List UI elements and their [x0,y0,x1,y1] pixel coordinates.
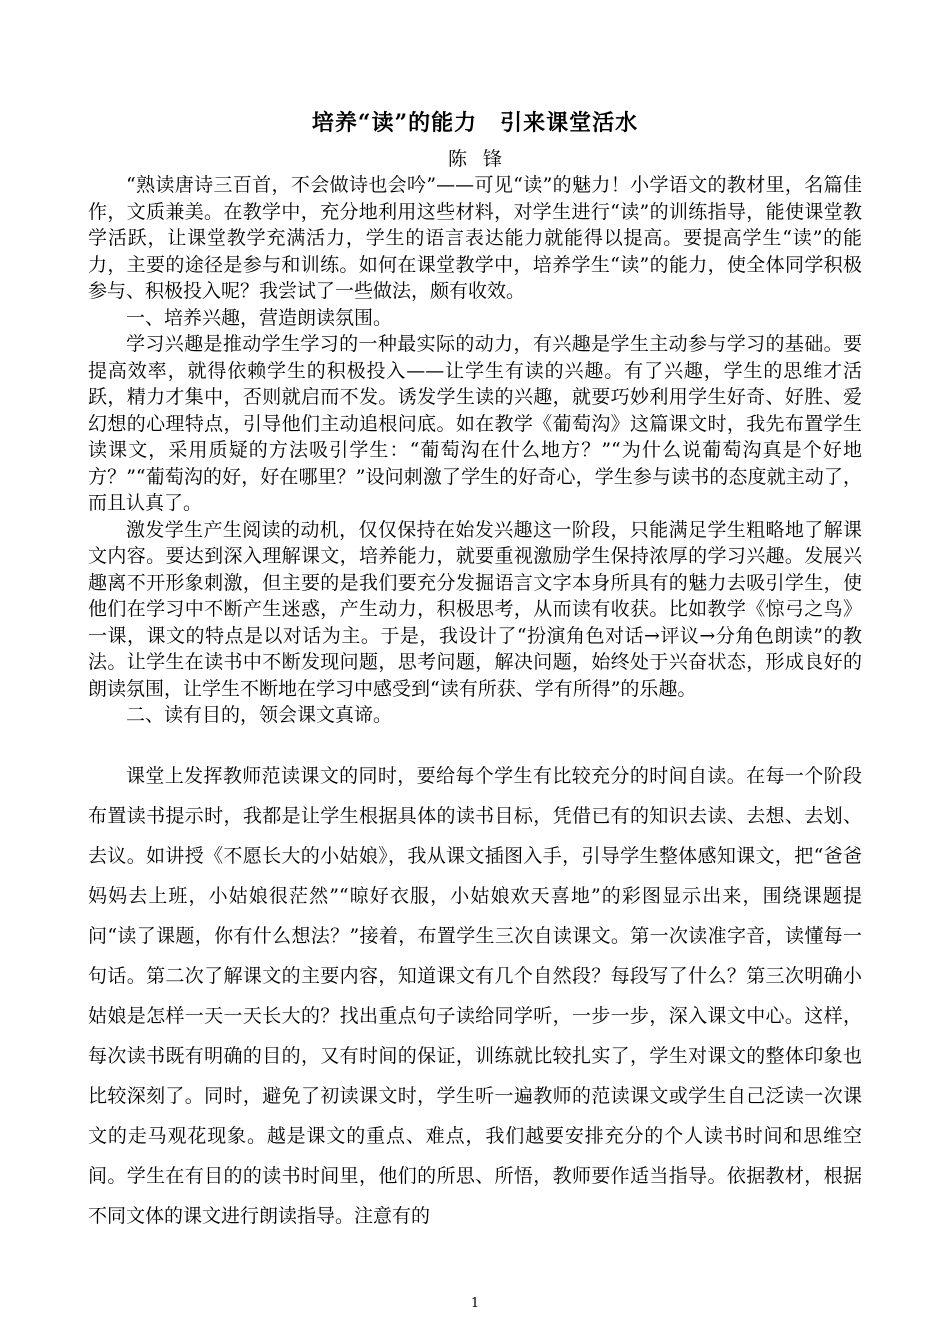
document-title: 培养“读”的能力 引来课堂活水 [311,110,639,136]
paragraph-intro: “熟读唐诗三百首，不会做诗也会吟”——可见“读”的魅力！小学语文的教材里，名篇佳作，文质兼美。在教学中，充分地利用这些材料，对学生进行“读”的训练指导，能使课堂教学活跃，让课堂教学充满活力，学生的语言表达能力就能得以提高。要提高学生“读”的能力，主要的途径是参与和训练。如何在课堂教学中，培养学生“读”的能力，使全体同学积极参与、积极投入呢？我尝试了一些做法，颇有收效。 [88,174,862,302]
document-body-loose [88,756,862,1236]
paragraph-motivation: 激发学生产生阅读的动机，仅仅保持在始发兴趣这一阶段，只能满足学生粗略地了解课文内容。要达到深入理解课文，培养能力，就要重视激励学生保持浓厚的学习兴趣。发展兴趣离不开形象刺激，但主要的是我们要充分发掘语言文字本身所具有的魅力去吸引学生，使他们在学习中不断产生迷惑，产生动力，积极思考，从而读有收获。比如教学《惊弓之鸟》一课，课文的特点是以对话为主。于是，我设计了“扮演角色对话→评议→分角色朗读”的教法。让学生在读书中不断发现问题，思考问题，解决问题，始终处于兴奋状态，形成良好的朗读氛围，让学生不断地在学习中感受到“读有所获、学有所得”的乐趣。 [88,518,862,700]
section-heading-1: 一、培养兴趣，营造朗读氛围。 [126,306,393,329]
paragraph-reading-purpose: 课堂上发挥教师范读课文的同时，要给每个学生有比较充分的时间自读。在每一个阶段布置读书提示时，我都是让学生根据具体的读书目标，凭借已有的知识去读、去想、去划、去议。如讲授《不愿长大的小姑娘》，我从课文插图入手，引导学生整体感知课文，把“爸爸妈妈去上班，小姑娘很茫然”“晾好衣服，小姑娘欢天喜地”的彩图显示出来，围绕课题提问“读了课题，你有什么想法？”接着，布置学生三次自读课文。第一次读准字音，读懂每一句话。第二次了解课文的主要内容，知道课文有几个自然段？每段写了什么？第三次明确小姑娘是怎样一天一天长大的？找出重点句子读给同学听，一步一步，深入课文中心。这样，每次读书既有明确的目的，又有时间的保证，训练就比较扎实了，学生对课文的整体印象也比较深刻了。同时，避免了初读课文时，学生听一遍教师的范读课文或学生自己泛读一次课文的走马观花现象。越是课文的重点、难点，我们越要安排充分的个人读书时间和思维空间。学生在有目的的读书时间里，他们的所思、所悟，教师要作适当指导。依据教材，根据不同文体的课文进行朗读指导。注意有的 [88,765,862,1227]
section-heading-2: 二、读有目的，领会课文真谛。 [126,704,393,726]
paragraph-interest: 学习兴趣是推动学生学习的一种最实际的动力，有兴趣是学生主动参与学习的基础。要提高效率，就得依赖学生的积极投入——让学生有读的兴趣。有了兴趣，学生的思维才活跃，精力才集中，否则就启而不发。诱发学生读的兴趣，就要巧妙利用学生好奇、好胜、爱幻想的心理特点，引导他们主动追根问底。如在教学《葡萄沟》这篇课文时，我先布置学生读课文，采用质疑的方法吸引学生：“葡萄沟在什么地方？”“为什么说葡萄沟真是个好地方？”“葡萄沟的好，好在哪里？”设问刺激了学生的好奇心，学生参与读书的态度就主动了，而且认真了。 [88,333,862,514]
author-name: 陈锋 [447,148,518,170]
document-body-dense [88,172,862,729]
page-number: 1 [470,1296,480,1311]
